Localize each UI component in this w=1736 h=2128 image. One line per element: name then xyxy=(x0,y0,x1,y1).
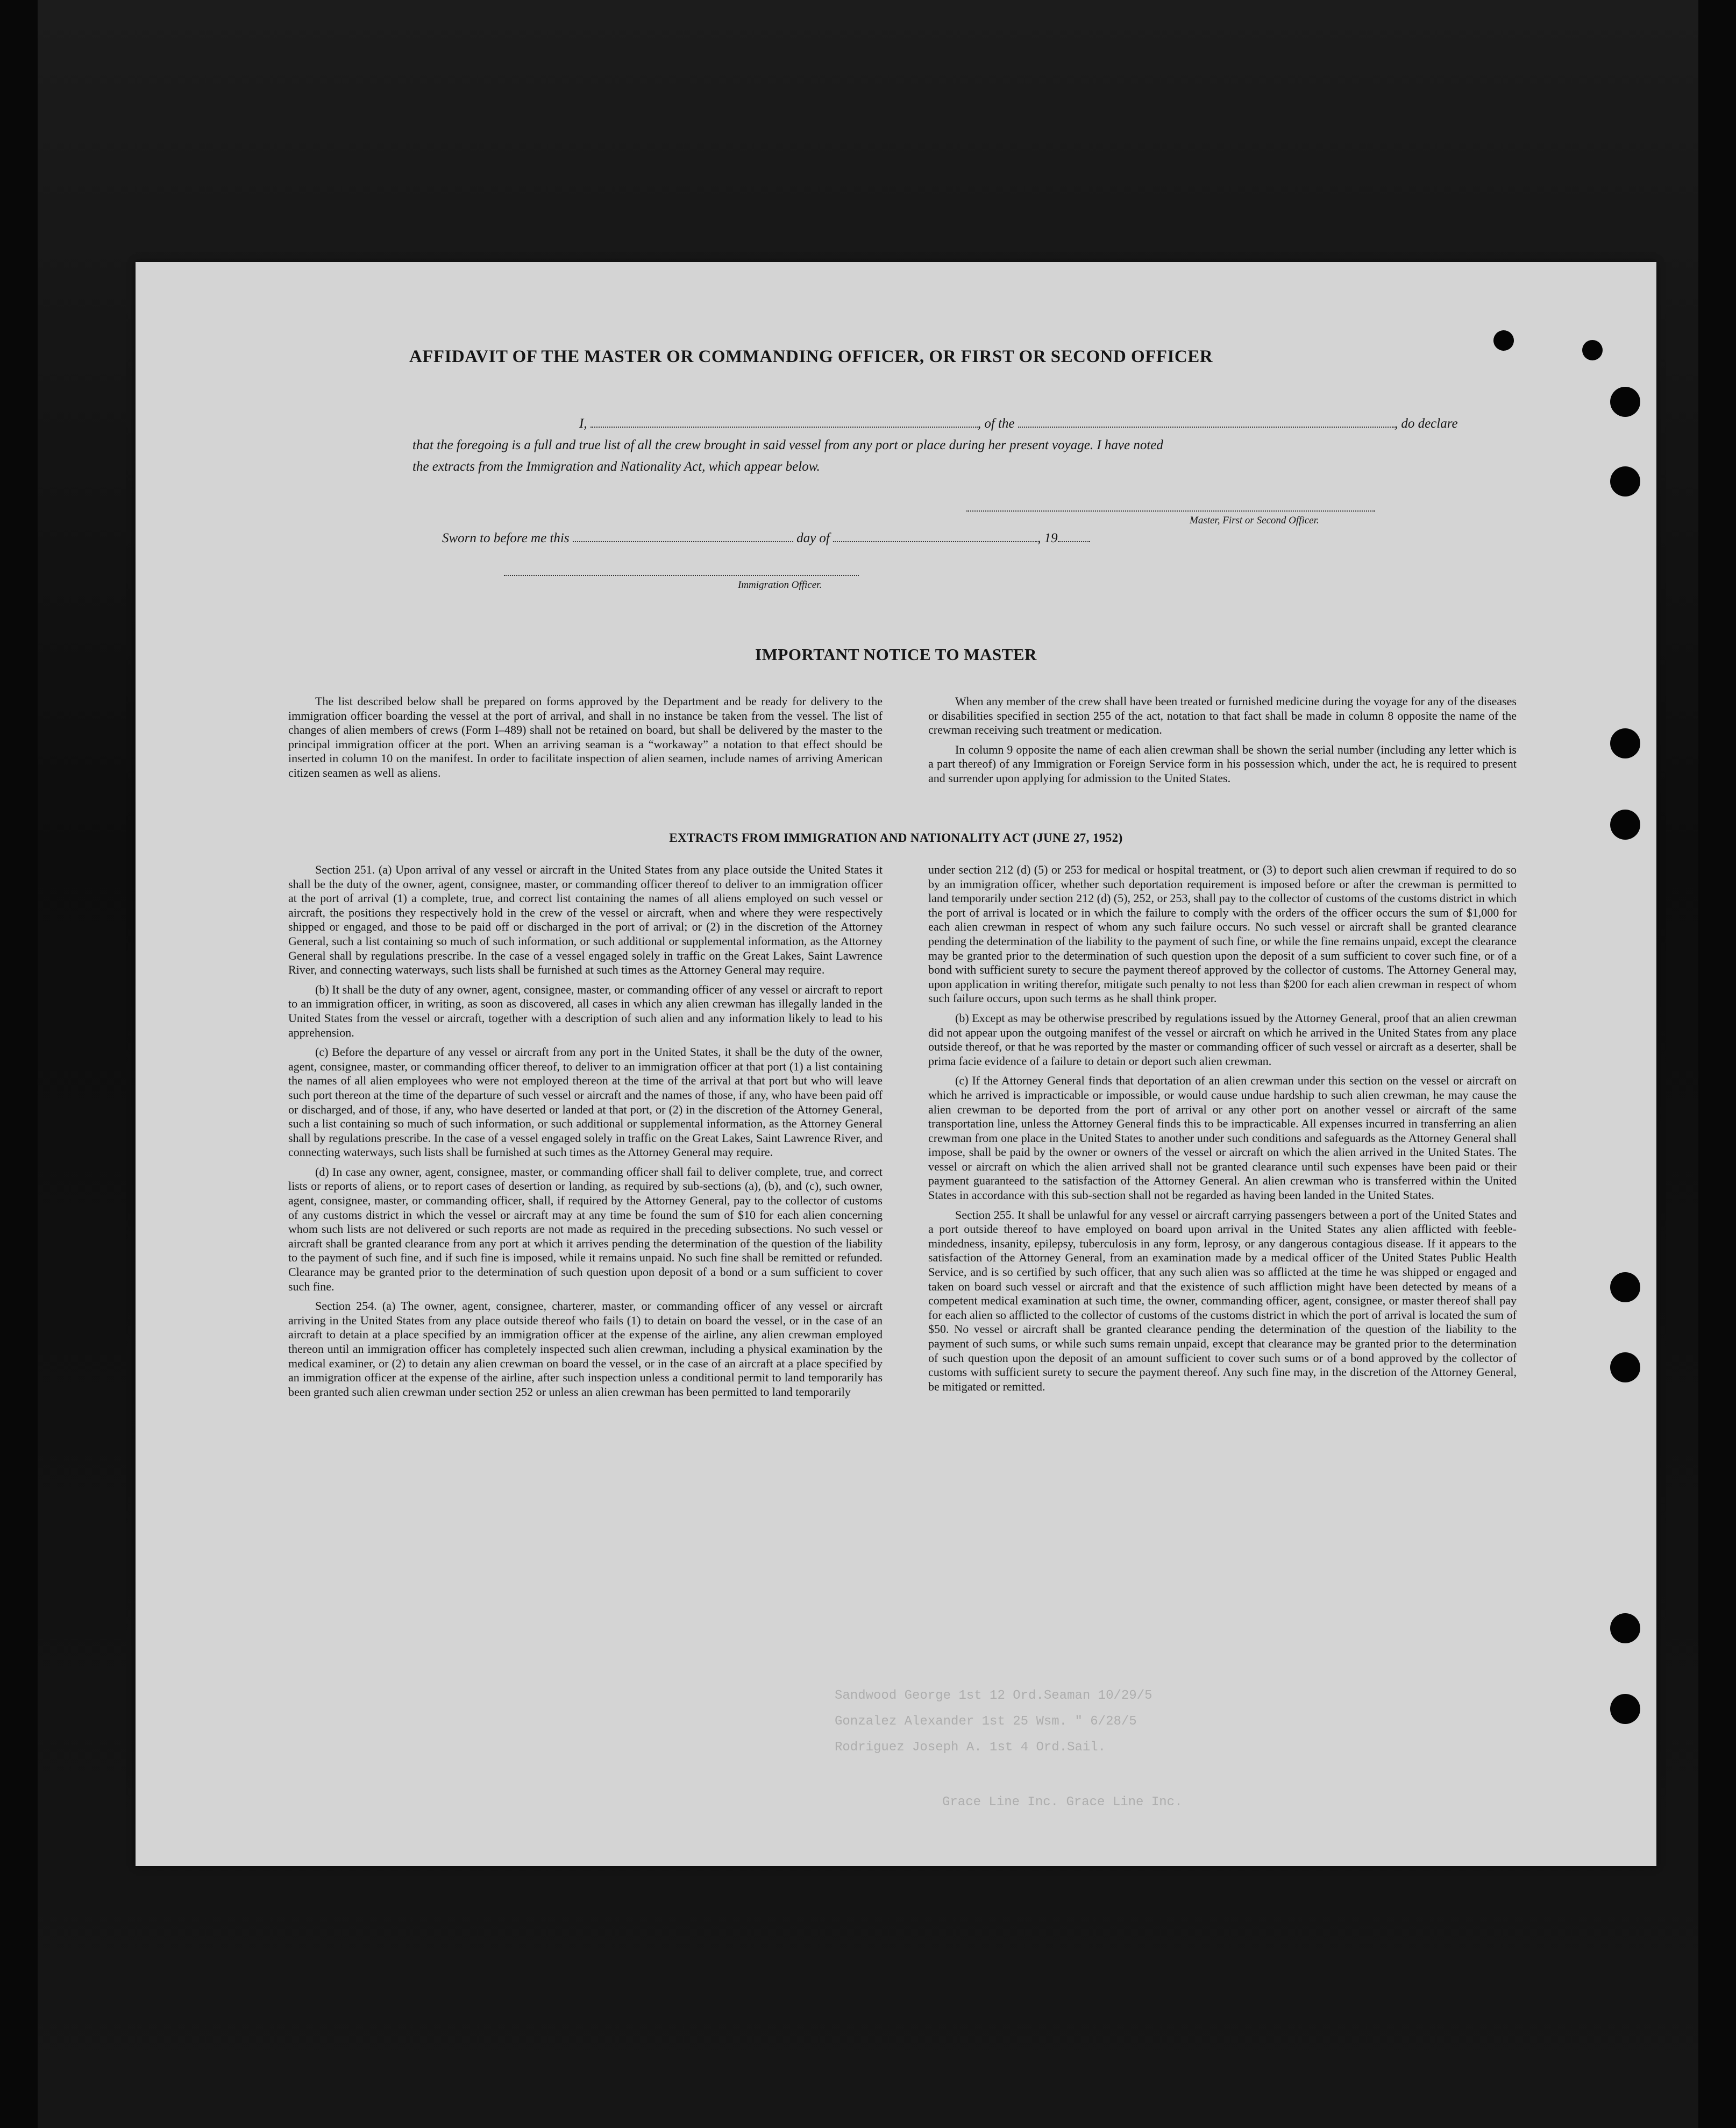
master-signature-line[interactable] xyxy=(966,510,1375,512)
day-blank[interactable] xyxy=(573,531,793,542)
vessel-blank[interactable] xyxy=(1018,417,1395,428)
extracts-right-column xyxy=(928,863,1517,1394)
notice-paragraph: In column 9 opposite the name of each alien crewman shall be shown the serial number (including any letter which is a part thereof) of any Immigration or Foreign Service form in his possession which, under the act, he is required to present and surrender upon applying for admission to the United States. xyxy=(928,742,1517,785)
film-edge-right xyxy=(1698,0,1736,2128)
section-paragraph: (c) Before the departure of any vessel or aircraft from any port in the United States, it shall be the duty of the owner, agent, consignee, master, or commanding officer thereof, to deliver to an immigration officer at that port (1) a list containing the names of all alien employees who were not employed thereon at the time of the arrival at that port but who will leave such port thereon at the time of the departure of such vessel or aircraft and the names of those, if any, who have been paid off or discharged, and of those, if any, who have deserted or landed at that port, or (2) in the discretion of the Attorney General, such a list containing so much of such information, or such additional or supplemental information, as the Attorney General shall by regulations prescribe. In the case of a vessel engaged solely in traffic on the Great Lakes, Saint Lawrence River, and connecting waterways, such lists shall be furnished at such times as the Attorney General may require. xyxy=(288,1045,883,1159)
section-paragraph: (c) If the Attorney General finds that deportation of an alien crewman under this section on the vessel or aircraft on which he arrived is impracticable or impossible, or would cause undue hardship to such alien crewman, he may cause the alien crewman to be deported from the port of arrival or any other port on another vessel or aircraft of the same transportation line, unless the Attorney General finds this to be impracticable. All expenses incurred in transferring an alien crewman from one place in the United States to another under such conditions and safeguards as the Attorney General shall impose, shall be paid by the owner or owners of the vessel or aircraft on which the alien arrived in the United States. The vessel or aircraft on which the alien arrived shall not be granted clearance until such expenses have been paid or their payment guaranteed to the satisfaction of the Attorney General. An alien crewman who is transferred within the United States in accordance with this sub-section shall not be regarded as having been landed in the United States. xyxy=(928,1074,1517,1202)
punch-hole xyxy=(1582,340,1603,360)
punch-hole xyxy=(1610,728,1640,758)
punch-hole xyxy=(1610,1694,1640,1724)
punch-hole xyxy=(1610,1613,1640,1643)
document-page xyxy=(136,262,1656,1866)
punch-hole xyxy=(1493,330,1514,351)
punch-hole xyxy=(1610,1352,1640,1382)
bleed-through-row: Grace Line Inc. Grace Line Inc. xyxy=(942,1795,1183,1810)
affidavit-title: AFFIDAVIT OF THE MASTER OR COMMANDING OFFICER, OR FIRST OR SECOND OFFICER xyxy=(409,347,1213,366)
section-paragraph: (b) Except as may be otherwise prescribed by regulations issued by the Attorney General, proof that an alien crewman did not appear upon the outgoing manifest of the vessel or aircraft on which he arrived in the United States from any place outside thereof, or that he was reported by the master or commanding officer of such vessel or aircraft as a deserter, shall be prima facie evidence of a failure to detain or deport such alien crewman. xyxy=(928,1011,1517,1068)
notice-title: IMPORTANT NOTICE TO MASTER xyxy=(755,645,1037,664)
film-edge-left xyxy=(0,0,38,2128)
section-paragraph: (d) In case any owner, agent, consignee, master, or commanding officer shall fail to deliver complete, true, and correct lists or reports of aliens, or to report cases of desertion or landing, as required by sub-sections (a), (b), and (c), such owner, agent, consignee, master, or commanding officer, shall, if required by the Attorney General, pay to the collector of customs of any customs district in which the vessel or aircraft may at any time be found the sum of $10 for each alien concerning whom such lists are not delivered or such reports are not made as required in the preceding subsections. No such vessel or aircraft shall be granted clearance from any port at which it arrives pending the determination of the question of the liability to the payment of such fine, and if such fine is imposed, while it remains unpaid. No such fine shall be remitted or refunded. Clearance may be granted prior to the determination of such question upon deposit of a bond or a sum sufficient to cover such fine. xyxy=(288,1165,883,1293)
notice-right-column xyxy=(928,694,1517,786)
section-paragraph: Section 254. (a) The owner, agent, consignee, charterer, master, or commanding officer of any vessel or aircraft arriving in the United States from any place outside thereof who fails (1) to detain on board the vessel, or in the case of an aircraft to detain at a place specified by an immigration officer at the expense of the airline, any alien crewman employed thereon until an immigration officer has completely inspected such alien crewman, including a physical examination by the medical examiner, or (2) to detain any alien crewman on board the vessel, or in the case of an aircraft at a place specified by an immigration officer at the expense of the airline, after such inspection unless a conditional permit to land temporarily has been granted such alien crewman under section 252 or unless an alien crewman has been permitted to land temporarily xyxy=(288,1299,883,1399)
bleed-through-row: Gonzalez Alexander 1st 25 Wsm. " 6/28/5 xyxy=(835,1714,1137,1729)
punch-hole xyxy=(1610,466,1640,496)
of-the-label: , of the xyxy=(977,416,1015,431)
declaration-line-3: the extracts from the Immigration and Nationality Act, which appear below. xyxy=(412,459,820,474)
officer-signature-line[interactable] xyxy=(504,575,859,576)
day-of-label: day of xyxy=(796,531,830,545)
bleed-through-row: Rodriguez Joseph A. 1st 4 Ord.Sail. xyxy=(835,1740,1106,1755)
notice-left-column xyxy=(288,694,883,781)
declaration-line-1 xyxy=(412,416,1531,431)
punch-hole xyxy=(1610,1272,1640,1302)
i-label: I, xyxy=(579,416,587,431)
section-paragraph: Section 255. It shall be unlawful for any vessel or aircraft carrying passengers between a port of the United States and a port outside thereof to have employed on board upon arrival in the United States any alien afflicted with feeble-mindedness, insanity, epilepsy, tuberculosis in any form, leprosy, or any dangerous contagious disease. If it appears to the satisfaction of the Attorney General, from an examination made by a medical officer of the United States Public Health Service, and is so certified by such officer, that any such alien was so afflicted at the time he was shipped or engaged and taken on board such vessel or aircraft and that the existence of such affliction might have been detected by means of a competent medical examination at such time, the owner, commanding officer, agent, consignee, or master thereof shall pay for each alien so afflicted to the collector of customs of the customs district in which the port of arrival is located the sum of $50. No vessel or aircraft shall be granted clearance pending the determination of the question of the liability to the payment of such sums, or while such sums remain unpaid, except that clearance may be granted prior to the determination of such question upon the deposit of an amount sufficient to cover such sums or of a bond approved by the collector of customs with sufficient surety to secure the payment thereof. Any such fine may, in the discretion of the Attorney General, be mitigated or remitted. xyxy=(928,1208,1517,1393)
bleed-through-row: Sandwood George 1st 12 Ord.Seaman 10/29/5 xyxy=(835,1689,1152,1703)
sworn-label: Sworn to before me this xyxy=(442,531,570,545)
extracts-left-column xyxy=(288,863,883,1399)
punch-hole xyxy=(1610,387,1640,417)
year-label: , 19 xyxy=(1037,531,1058,545)
notice-paragraph: The list described below shall be prepared on forms approved by the Department and be ready for delivery to the immigration officer boarding the vessel at the port of arrival, and shall in no instance be taken from the vessel. The list of changes of alien members of crews (Form I–489) shall not be retained on board, but shall be delivered by the master to the principal immigration officer at the port. When an arriving seaman is a “workaway” a notation to that effect should be inserted in column 10 on the manifest. In order to facilitate inspection of alien seamen, include names of arriving American citizen seamen as well as aliens. xyxy=(288,694,883,779)
sworn-line xyxy=(442,531,1090,546)
section-paragraph: Section 251. (a) Upon arrival of any vessel or aircraft in the United States from any place outside the United States it shall be the duty of the owner, agent, consignee, master, or commanding officer thereof to deliver to an immigration officer at the port of arrival (1) a complete, true, and correct list containing the names of all aliens employed on such vessel or aircraft, the positions they respectively hold in the crew of the vessel or aircraft, when and where they were respectively shipped or engaged, and those to be paid off or discharged in the port of arrival; or (2) in the discretion of the Attorney General, such a list containing so much of such information, or such additional or supplemental information, as the Attorney General shall by regulations prescribe. In the case of a vessel engaged solely in traffic on the Great Lakes, Saint Lawrence River, and connecting waterways, such lists shall be furnished at such times as the Attorney General may require. xyxy=(288,863,883,977)
year-blank[interactable] xyxy=(1058,531,1090,542)
declaration-line-2: that the foregoing is a full and true list of all the crew brought in said vessel from any port or place during her present voyage. I have noted xyxy=(412,438,1163,452)
notice-paragraph: When any member of the crew shall have been treated or furnished medicine during the voyage for any of the diseases or disabilities specified in section 255 of the act, notation to that fact shall be made in column 8 opposite the name of the crewman receiving such treatment or medication. xyxy=(928,694,1517,737)
master-caption: Master, First or Second Officer. xyxy=(1190,515,1319,526)
month-blank[interactable] xyxy=(833,531,1037,542)
name-blank[interactable] xyxy=(590,417,978,428)
extracts-title: EXTRACTS FROM IMMIGRATION AND NATIONALITY ACT (JUNE 27, 1952) xyxy=(669,831,1123,845)
section-paragraph: (b) It shall be the duty of any owner, agent, consignee, master, or commanding officer of any vessel or aircraft to report to an immigration officer, in writing, as soon as discovered, all cases in which any alien crewman has illegally landed in the United States from the vessel or aircraft, together with a description of such alien and any information likely to lead to his apprehension. xyxy=(288,982,883,1039)
section-paragraph: under section 212 (d) (5) or 253 for medical or hospital treatment, or (3) to deport such alien crewman if required to do so by an immigration officer, whether such deportation requirement is imposed before or after the crewman is permitted to land temporarily under section 212 (d) (5), 252, or 253, shall pay to the collector of customs of the customs district in which the port of arrival is located or in which the failure to comply with the orders of the officer occurs the sum of $1,000 for each alien crewman in respect of whom any such failure occurs. No such vessel or aircraft shall be granted clearance pending the determination of the liability to the payment of such fine, or while the fine remains unpaid, except the clearance may be granted prior to the determination of such question upon the deposit of a sum sufficient to cover such fine, or of a bond with sufficient surety to secure the payment thereof approved by the collector of customs. The Attorney General may, upon application in writing therefor, mitigate such penalty to not less than $200 for each alien crewman in respect of whom such failure occurs, upon such terms as he shall think proper. xyxy=(928,863,1517,1005)
officer-caption: Immigration Officer. xyxy=(738,579,822,591)
do-declare-label: , do declare xyxy=(1394,416,1458,431)
